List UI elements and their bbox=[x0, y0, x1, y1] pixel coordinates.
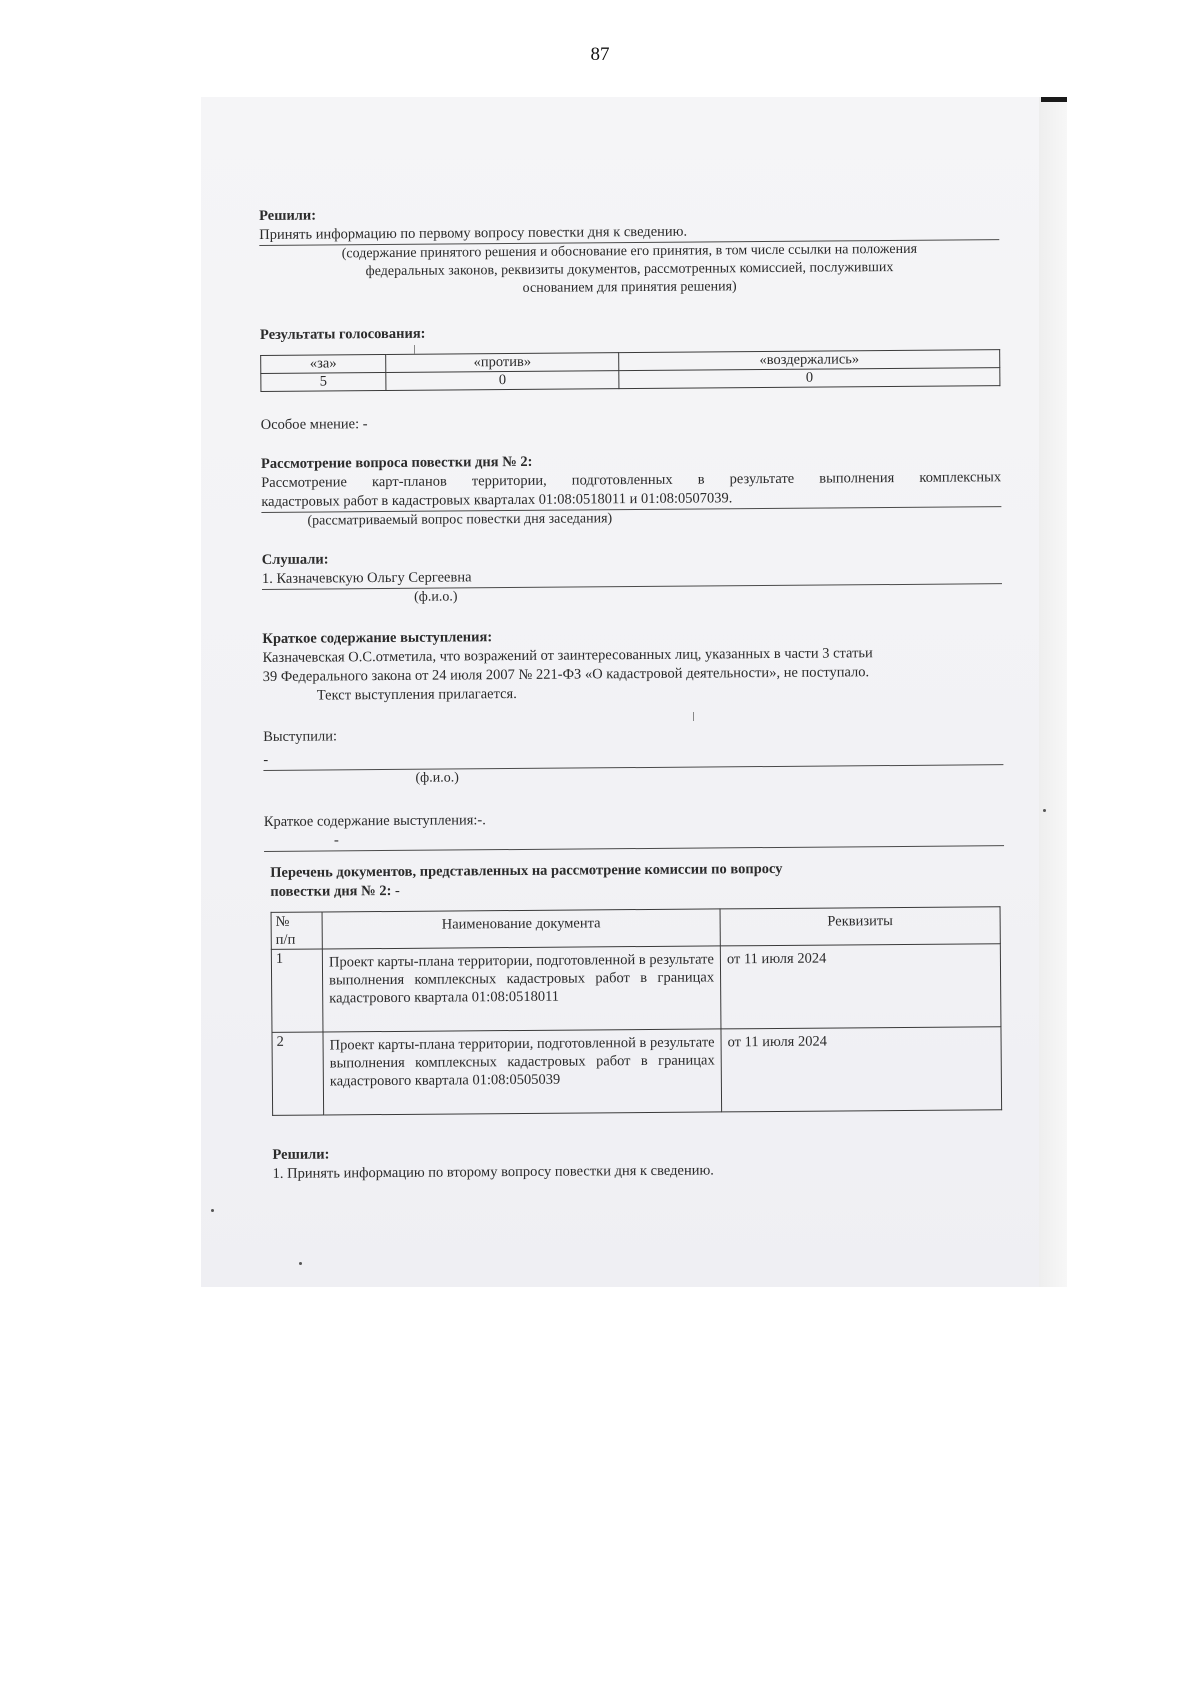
summary1-heading: Краткое содержание выступления: bbox=[262, 629, 493, 647]
col-name-header: Наименование документа bbox=[322, 909, 720, 949]
document-body bbox=[259, 201, 1007, 1184]
question2-line1: Рассмотрение карт-планов территории, подготовленных в результате выполнения комплексных bbox=[261, 469, 1002, 491]
vote-against-header: «против» bbox=[386, 353, 619, 373]
scan-speck bbox=[414, 345, 415, 354]
documents-table bbox=[271, 906, 1003, 1116]
scan-speck bbox=[1043, 809, 1046, 812]
decision1-text: Принять информацию по первому вопросу повестки дня к сведению. bbox=[259, 220, 999, 246]
heard-note: (ф.и.о.) bbox=[414, 589, 458, 605]
voting-table bbox=[260, 349, 1000, 392]
row-name: Проект карты-плана территории, подготовленной в результате выполнения комплексных кадастровых работ в границах кадастрового квартала 01:08:0505039 bbox=[323, 1029, 722, 1115]
col-num-header bbox=[271, 912, 322, 949]
vote-abstain-header: «воздержались» bbox=[619, 350, 1000, 371]
row-num: 2 bbox=[272, 1032, 324, 1115]
documents-heading-line2: повестки дня № 2: bbox=[270, 882, 392, 900]
scan-mark bbox=[1041, 97, 1067, 102]
heard-heading: Слушали: bbox=[261, 551, 329, 568]
documents-heading-tail: - bbox=[394, 882, 400, 899]
summary2-value: - bbox=[264, 826, 1004, 852]
row-req: от 11 июля 2024 bbox=[720, 944, 1001, 1029]
row-name: Проект карты-плана территории, подготовленной в результате выполнения комплексных кадастровых работ в границах кадастрового квартала 01:08:0518011 bbox=[322, 946, 721, 1032]
summary1-line2: 39 Федерального закона от 24 июля 2007 № 221-ФЗ «О кадастровой деятельности», не поступало. bbox=[262, 664, 870, 685]
spoke-heading: Выступили: bbox=[263, 728, 338, 745]
col-num-header-line1: № bbox=[275, 913, 290, 930]
summary2-heading: Краткое содержание выступления:-. bbox=[263, 812, 486, 830]
row-num: 1 bbox=[271, 949, 323, 1032]
heard-name: 1. Казначевскую Ольгу Сергеевна bbox=[262, 564, 1002, 590]
question2-heading: Рассмотрение вопроса повестки дня № 2: bbox=[260, 453, 533, 472]
decision1-note-line2: федеральных законов, реквизиты документов, рассмотренных комиссией, послуживших bbox=[365, 260, 894, 280]
col-num-header-line2: п/п bbox=[275, 931, 296, 948]
scanned-page bbox=[201, 97, 1067, 1287]
scan-edge bbox=[1039, 97, 1067, 1287]
table-row bbox=[271, 944, 1001, 1033]
summary1-line1: Казначевская О.С.отметила, что возражений от заинтересованных лиц, указанных в части 3 статьи bbox=[262, 645, 873, 666]
decision2-heading: Решили: bbox=[272, 1146, 330, 1163]
scan-speck bbox=[693, 712, 694, 721]
col-req-header: Реквизиты bbox=[720, 907, 1000, 946]
spoke-note: (ф.и.о.) bbox=[415, 770, 459, 786]
voting-heading: Результаты голосования: bbox=[259, 325, 426, 343]
scan-speck bbox=[211, 1209, 214, 1212]
vote-for-value: 5 bbox=[261, 373, 386, 392]
special-opinion: Особое мнение: - bbox=[260, 416, 368, 433]
decision1-heading: Решили: bbox=[259, 207, 317, 224]
documents-header-row bbox=[271, 907, 1000, 950]
row-req: от 11 июля 2024 bbox=[721, 1027, 1002, 1112]
question2-line2: кадастровых работ в кадастровых кварталах 01:08:0518011 и 01:08:0507039. bbox=[261, 487, 1001, 513]
scan-speck bbox=[299, 1262, 302, 1265]
vote-abstain-value: 0 bbox=[619, 368, 1000, 389]
decision1-note-line1: (содержание принятого решения и обоснование его принятия, в том числе ссылки на положения bbox=[341, 241, 918, 262]
documents-heading-line1: Перечень документов, представленных на рассмотрение комиссии по вопросу bbox=[270, 860, 783, 881]
decision1-note-line3: основанием для принятия решения) bbox=[522, 279, 737, 296]
vote-for-header: «за» bbox=[261, 355, 386, 374]
page-number: 87 bbox=[590, 44, 610, 65]
spoke-value: - bbox=[263, 745, 1003, 771]
summary1-line3: Текст выступления прилагается. bbox=[316, 685, 517, 704]
table-row bbox=[272, 1027, 1002, 1116]
question2-note: (рассматриваемый вопрос повестки дня заседания) bbox=[307, 511, 613, 529]
vote-against-value: 0 bbox=[386, 371, 619, 391]
decision2-text: 1. Принять информацию по второму вопросу повестки дня к сведению. bbox=[272, 1162, 714, 1182]
